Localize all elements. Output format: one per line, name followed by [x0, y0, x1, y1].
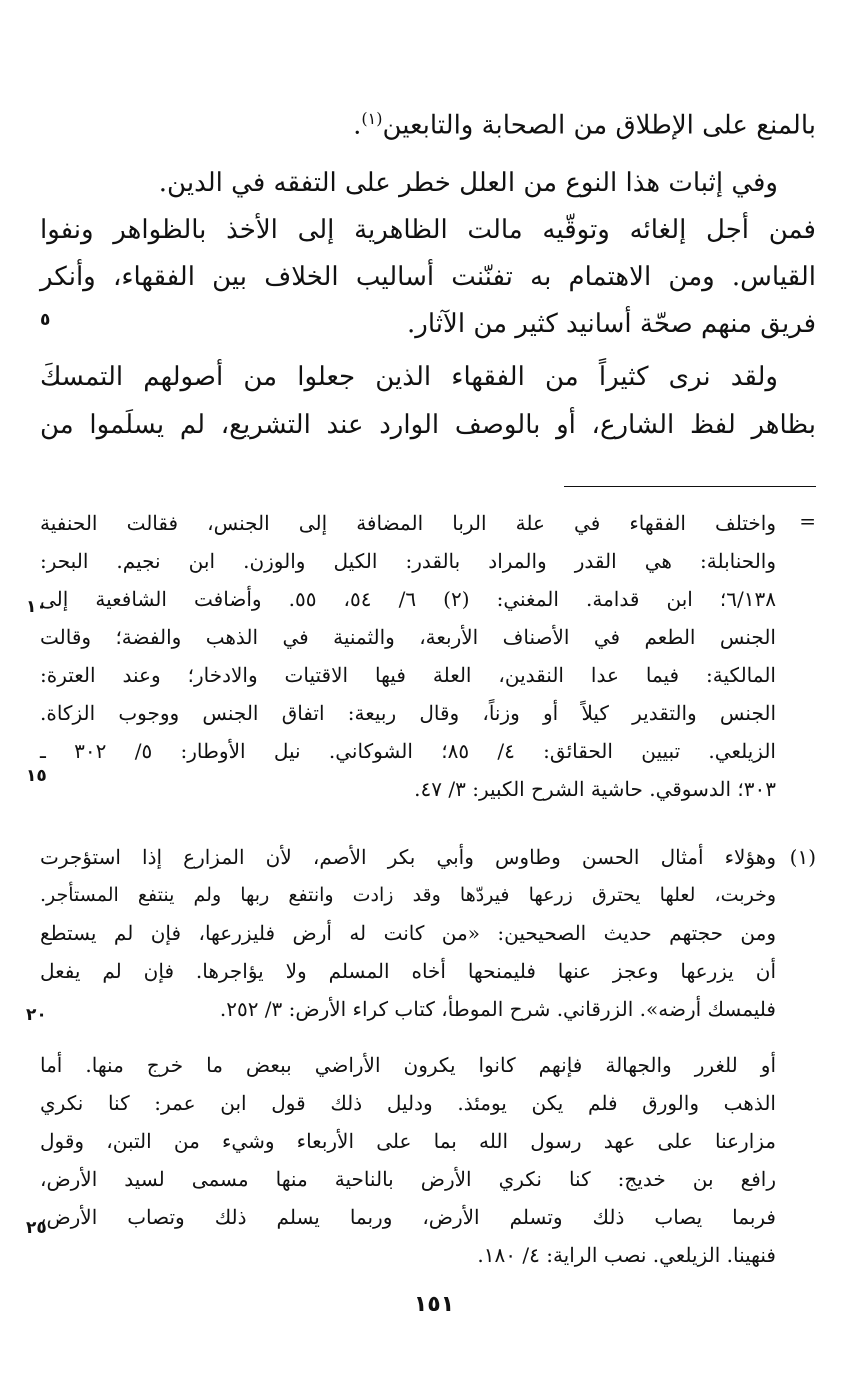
footnote-line: رافع بن خديج: كنا نكري الأرض بالناحية منها مسمى لسيد الأرض، — [40, 1167, 776, 1191]
main-line: فمن أجل إلغائه وتوقّيه مالت الظاهرية إلى الأخذ بالظواهر ونفوا — [40, 215, 816, 245]
footnote-line: الجنس والتقدير كيلاً أو وزناً، وقال ربيعة: اتفاق الجنس ووجوب الزكاة. — [40, 701, 776, 725]
main-line: ولقد نرى كثيراً من الفقهاء الذين جعلوا من أصولهم التمسكَ — [40, 362, 778, 392]
footnote-line: وخربت، لعلها يحترق زرعها فيردّها وقد زادت وانتفع ربها ولم ينتفع المستأجر. — [40, 884, 776, 906]
main-line: فريق منهم صحّة أسانيد كثير من الآثار. — [407, 309, 816, 339]
line-number: ١٠ — [26, 597, 47, 617]
main-line: وفي إثبات هذا النوع من العلل خطر على التفقه في الدين. — [158, 168, 778, 198]
line-number: ١٥ — [26, 766, 47, 786]
footnote-line: أن يزرعها وعجز عنها فليمنحها أخاه المسلم ولا يؤاجرها. فإن لم يفعل — [40, 959, 776, 983]
continuation-marker: = — [799, 509, 816, 533]
footnote-line: فنهينا. الزيلعي. نصب الراية: ٤/ ١٨٠. — [477, 1243, 776, 1267]
footnote-line: فليمسك أرضه». الزرقاني. شرح الموطأ، كتاب كراء الأرض: ٣/ ٢٥٢. — [219, 997, 776, 1021]
footnote-line: وهؤلاء أمثال الحسن وطاوس وأبي بكر الأصم، لأن المزارع إذا استؤجرت — [40, 845, 776, 869]
footnote-line: الذهب والورق فلم يكن يومئذ. ودليل ذلك قول ابن عمر: كنا نكري — [40, 1091, 776, 1115]
footnote-line: المالكية: فيما عدا النقدين، العلة فيها الاقتيات والادخار؛ وعند العترة: — [40, 663, 776, 687]
footnote-line: ٦/١٣٨؛ ابن قدامة. المغني: (٢) ٦/ ٥٤، ٥٥. وأضافت الشافعية إلى — [40, 587, 776, 611]
main-line: القياس. ومن الاهتمام به تفنّنت أساليب الخلاف بين الفقهاء، وأنكر — [40, 262, 816, 292]
footnote-line: والحنابلة: هي القدر والمراد بالقدر: الكيل والوزن. ابن نجيم. البحر: — [40, 549, 776, 573]
footnote-line: مزارعنا على عهد رسول الله بما على الأربعاء وشيء من التبن، وقول — [40, 1129, 777, 1153]
page-number: ١٥١ — [413, 1292, 455, 1317]
footnote-line: أو للغرر والجهالة فإنهم كانوا يكرون الأراضي ببعض ما خرج منها. أما — [40, 1053, 776, 1077]
line-number: ٥ — [40, 310, 51, 330]
footnote-ref: (١) — [361, 109, 383, 128]
main-line: بظاهر لفظ الشارع، أو بالوصف الوارد عند التشريع، لم يسلَموا من — [40, 410, 816, 440]
footnote-separator — [564, 486, 816, 487]
line-number: ٢٥ — [26, 1218, 47, 1238]
footnote-line: واختلف الفقهاء في علة الربا المضافة إلى الجنس، فقالت الحنفية — [40, 511, 776, 535]
footnote-line: فربما يصاب ذلك وتسلم الأرض، وربما يسلم ذلك وتصاب الأرض، — [40, 1205, 776, 1229]
main-line-1: بالمنع على الإطلاق من الصحابة والتابعين$^{(١)}$. — [353, 109, 816, 141]
line-number: ٢٠ — [26, 1005, 47, 1025]
footnote-line: الزيلعي. تبيين الحقائق: ٤/ ٨٥؛ الشوكاني. نيل الأوطار: ٥/ ٣٠٢ ـ — [40, 739, 776, 763]
footnote-line: ومن حجتهم حديث الصحيحين: «من كانت له أرض فليزرعها، فإن لم يستطع — [40, 921, 776, 945]
footnote-marker: (١) — [789, 845, 816, 869]
footnote-line: الجنس الطعم في الأصناف الأربعة، والثمنية في الذهب والفضة؛ وقالت — [40, 625, 776, 649]
footnote-line: ٣٠٣؛ الدسوقي. حاشية الشرح الكبير: ٣/ ٤٧. — [414, 777, 776, 801]
